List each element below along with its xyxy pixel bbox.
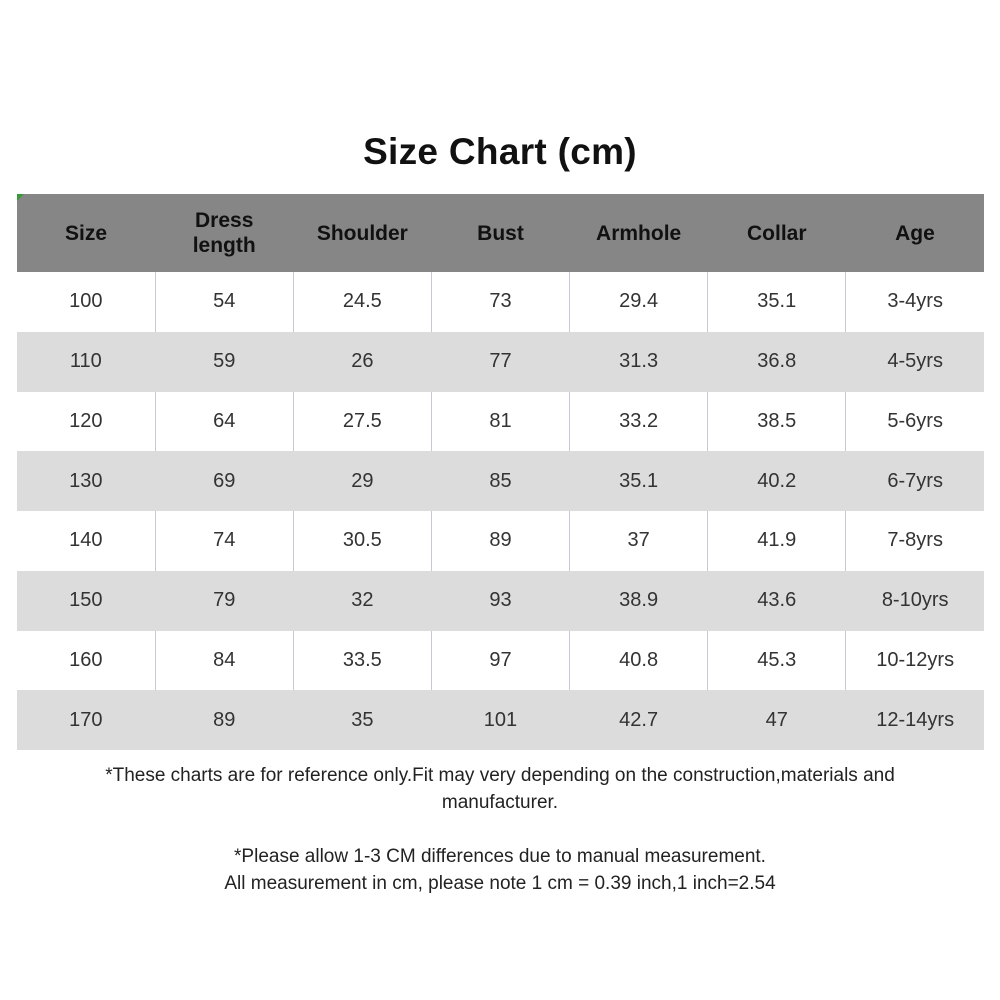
cell-armhole: 35.1 bbox=[570, 451, 708, 511]
header-age: Age bbox=[846, 194, 984, 272]
cell-dress-length: 89 bbox=[155, 690, 293, 750]
table-row bbox=[17, 571, 984, 631]
cell-shoulder: 35 bbox=[293, 690, 431, 750]
cell-age: 10-12yrs bbox=[846, 631, 984, 691]
cell-age: 8-10yrs bbox=[846, 571, 984, 631]
cell-shoulder: 27.5 bbox=[293, 392, 431, 452]
measurement-note bbox=[0, 843, 1000, 897]
cell-shoulder: 30.5 bbox=[293, 511, 431, 571]
header-size: Size bbox=[17, 194, 155, 272]
header-armhole: Armhole bbox=[570, 194, 708, 272]
cell-shoulder: 26 bbox=[293, 332, 431, 392]
cell-collar: 43.6 bbox=[708, 571, 846, 631]
cell-size: 130 bbox=[17, 451, 155, 511]
cell-age: 12-14yrs bbox=[846, 690, 984, 750]
corner-mark-decoration bbox=[17, 194, 24, 201]
cell-age: 4-5yrs bbox=[846, 332, 984, 392]
cell-collar: 41.9 bbox=[708, 511, 846, 571]
cell-bust: 77 bbox=[431, 332, 569, 392]
table-row bbox=[17, 332, 984, 392]
chart-title: Size Chart (cm) bbox=[363, 131, 637, 172]
cell-collar: 35.1 bbox=[708, 272, 846, 332]
cell-collar: 45.3 bbox=[708, 631, 846, 691]
size-table-container bbox=[17, 194, 984, 750]
cell-size: 170 bbox=[17, 690, 155, 750]
cell-bust: 85 bbox=[431, 451, 569, 511]
cell-dress-length: 64 bbox=[155, 392, 293, 452]
reference-note bbox=[0, 762, 1000, 816]
cell-armhole: 33.2 bbox=[570, 392, 708, 452]
cell-shoulder: 33.5 bbox=[293, 631, 431, 691]
cell-dress-length: 69 bbox=[155, 451, 293, 511]
header-collar: Collar bbox=[708, 194, 846, 272]
cell-collar: 38.5 bbox=[708, 392, 846, 452]
header-shoulder: Shoulder bbox=[293, 194, 431, 272]
cell-size: 140 bbox=[17, 511, 155, 571]
cell-bust: 81 bbox=[431, 392, 569, 452]
measurement-note-line-1: *Please allow 1-3 CM differences due to manual measurement. bbox=[234, 846, 766, 867]
header-dress-length: Dress length bbox=[155, 194, 293, 272]
cell-armhole: 40.8 bbox=[570, 631, 708, 691]
cell-collar: 36.8 bbox=[708, 332, 846, 392]
table-row bbox=[17, 451, 984, 511]
table-row bbox=[17, 511, 984, 571]
cell-armhole: 42.7 bbox=[570, 690, 708, 750]
cell-size: 150 bbox=[17, 571, 155, 631]
cell-dress-length: 74 bbox=[155, 511, 293, 571]
reference-note-line-1: *These charts are for reference only.Fit may very depending on the construction,materials and bbox=[105, 765, 895, 786]
cell-dress-length: 79 bbox=[155, 571, 293, 631]
cell-bust: 89 bbox=[431, 511, 569, 571]
cell-bust: 97 bbox=[431, 631, 569, 691]
cell-armhole: 29.4 bbox=[570, 272, 708, 332]
size-table bbox=[17, 194, 984, 750]
table-row bbox=[17, 272, 984, 332]
cell-armhole: 38.9 bbox=[570, 571, 708, 631]
cell-collar: 40.2 bbox=[708, 451, 846, 511]
cell-collar: 47 bbox=[708, 690, 846, 750]
cell-dress-length: 84 bbox=[155, 631, 293, 691]
cell-bust: 101 bbox=[431, 690, 569, 750]
cell-armhole: 31.3 bbox=[570, 332, 708, 392]
cell-shoulder: 32 bbox=[293, 571, 431, 631]
table-body bbox=[17, 272, 984, 750]
cell-age: 6-7yrs bbox=[846, 451, 984, 511]
cell-age: 7-8yrs bbox=[846, 511, 984, 571]
table-row bbox=[17, 690, 984, 750]
cell-bust: 73 bbox=[431, 272, 569, 332]
cell-armhole: 37 bbox=[570, 511, 708, 571]
cell-size: 110 bbox=[17, 332, 155, 392]
cell-dress-length: 59 bbox=[155, 332, 293, 392]
cell-shoulder: 24.5 bbox=[293, 272, 431, 332]
cell-age: 3-4yrs bbox=[846, 272, 984, 332]
table-row bbox=[17, 392, 984, 452]
cell-size: 120 bbox=[17, 392, 155, 452]
cell-size: 160 bbox=[17, 631, 155, 691]
cell-shoulder: 29 bbox=[293, 451, 431, 511]
cell-bust: 93 bbox=[431, 571, 569, 631]
cell-size: 100 bbox=[17, 272, 155, 332]
table-row bbox=[17, 631, 984, 691]
header-bust: Bust bbox=[431, 194, 569, 272]
measurement-note-line-2: All measurement in cm, please note 1 cm = 0.39 inch,1 inch=2.54 bbox=[224, 873, 776, 894]
reference-note-line-2: manufacturer. bbox=[441, 792, 559, 813]
cell-dress-length: 54 bbox=[155, 272, 293, 332]
cell-age: 5-6yrs bbox=[846, 392, 984, 452]
table-header-row bbox=[17, 194, 984, 272]
